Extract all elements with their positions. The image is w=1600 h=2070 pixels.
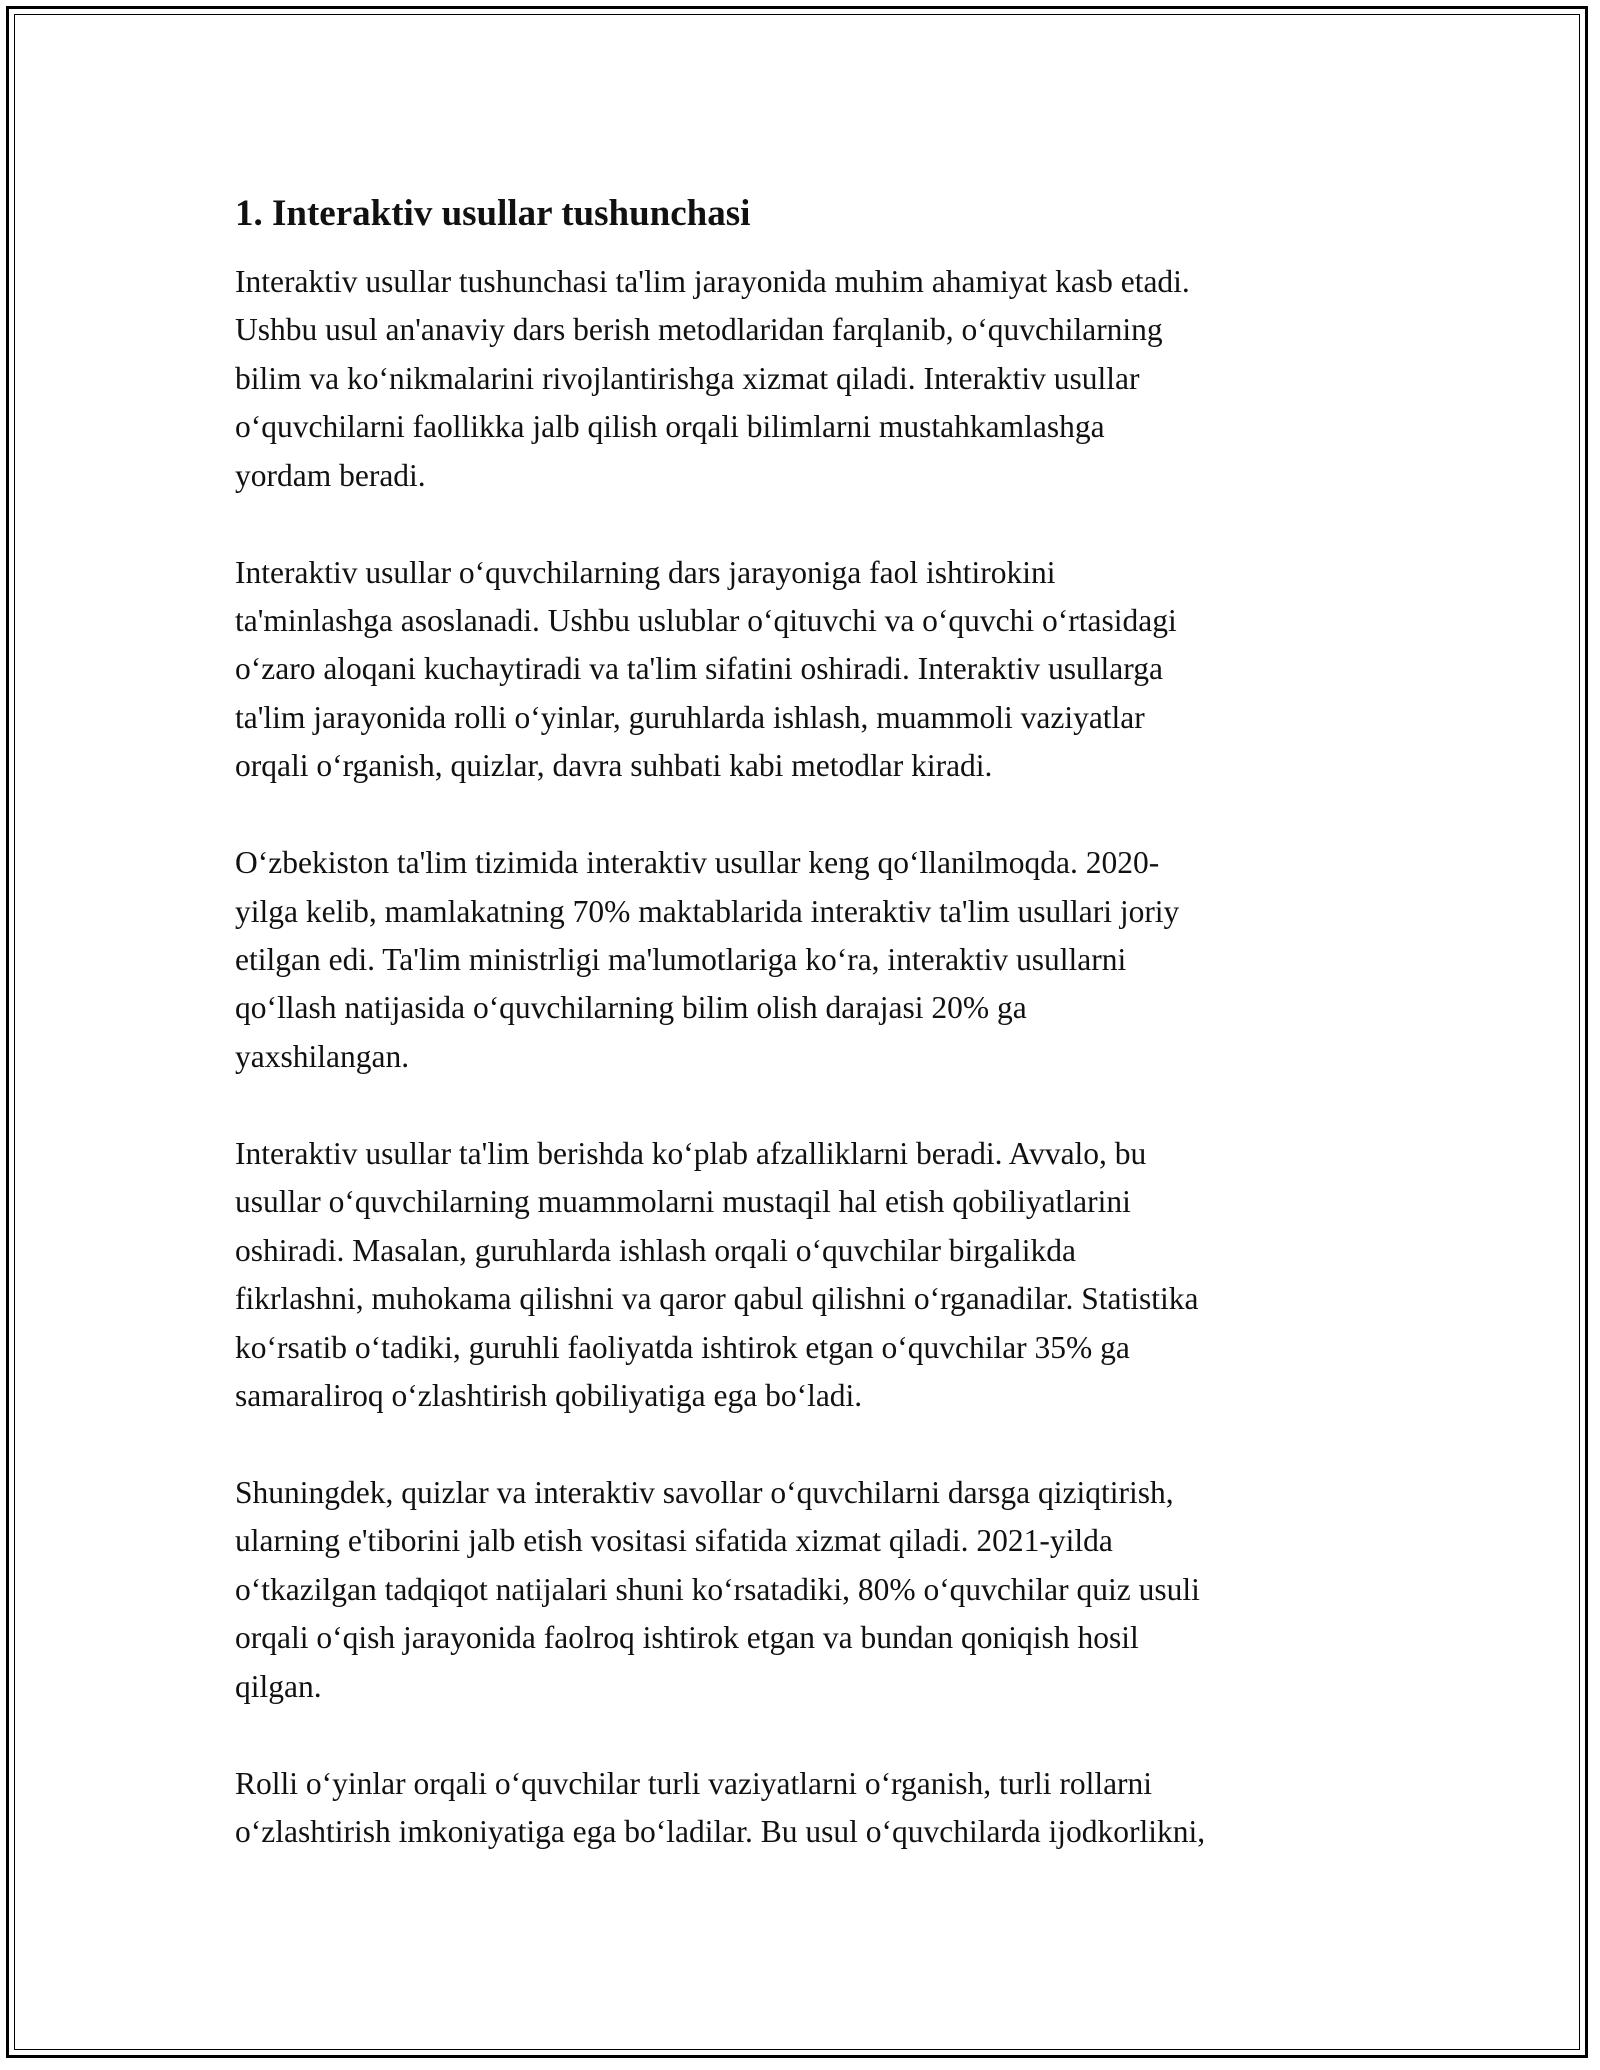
- paragraph-intro: Interaktiv usullar tushunchasi ta'lim jarayonida muhim ahamiyat kasb etadi. Ushbu usul an'anaviy dars berish metodlaridan farqlanib, o‘quvchilarning bilim va ko‘nikmalarini rivojlantirishga xizmat qiladi. Interaktiv usullar o‘quvchilarni faollikka jalb qilish orqali bilimlarni mustahkamlashga yordam beradi.: [235, 264, 1190, 493]
- section-heading: 1. Interaktiv usullar tushunchasi: [235, 193, 751, 234]
- paragraph-advantages: Interaktiv usullar ta'lim berishda ko‘plab afzalliklarni beradi. Avvalo, bu usullar o‘quvchilarning muammolarni mustaqil hal etish qobiliyatlarini oshiradi. Masalan, guruhlarda ishlash orqali o‘quvchilar birgalikda fikrlashni, muhokama qilishni va qaror qabul qilishni o‘rganadilar. Statistika ko‘rsatib o‘tadiki, guruhli faoliyatda ishtirok etgan o‘quvchilar 35% ga samaraliroq o‘zlashtirish qobiliyatiga ega bo‘ladi.: [235, 1135, 1199, 1413]
- paragraph-role-play: Rolli o‘yinlar orqali o‘quvchilar turli vaziyatlarni o‘rganish, turli rollarni o‘zlashtirish imkoniyatiga ega bo‘ladilar. Bu usul o‘quvchilarda ijodkorlikni,: [235, 1765, 1206, 1849]
- paragraph-quizzes: Shuningdek, quizlar va interaktiv savollar o‘quvchilarni darsga qiziqtirish, ularning e'tiborini jalb etish vositasi sifatida xizmat qiladi. 2021-yilda o‘tkazilgan tadqiqot natijalari shuni ko‘rsatadiki, 80% o‘quvchilar quiz usuli orqali o‘qish jarayonida faolroq ishtirok etgan va bundan qoniqish hosil qilgan.: [235, 1474, 1200, 1704]
- document-body: [235, 188, 1385, 1905]
- paragraph-participation: Interaktiv usullar o‘quvchilarning dars jarayoniga faol ishtirokini ta'minlashga asoslanadi. Ushbu uslublar o‘qituvchi va o‘quvchi o‘rtasidagi o‘zaro aloqani kuchaytiradi va ta'lim sifatini oshiradi. Interaktiv usullarga ta'lim jarayonida rolli o‘yinlar, guruhlarda ishlash, muammoli vaziyatlar orqali o‘rganish, quizlar, davra suhbati kabi metodlar kiradi.: [235, 554, 1177, 784]
- paragraph-uzbekistan: O‘zbekiston ta'lim tizimida interaktiv usullar keng qo‘llanilmoqda. 2020- yilga kelib, mamlakatning 70% maktablarida interaktiv ta'lim usullari joriy etilgan edi. Ta'lim ministrligi ma'lumotlariga ko‘ra, interaktiv usullarni qo‘llash natijasida o‘quvchilarning bilim olish darajasi 20% ga yaxshilangan.: [235, 845, 1180, 1074]
